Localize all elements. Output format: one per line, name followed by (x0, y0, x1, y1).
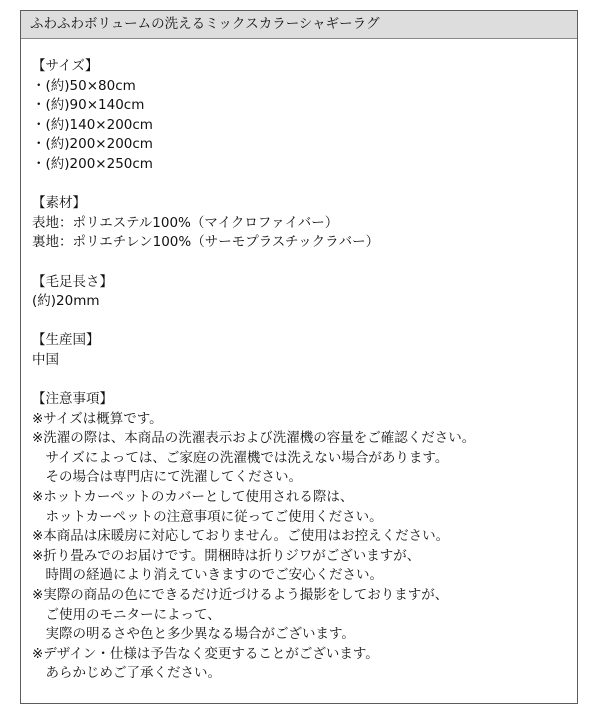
note-line: ※折り畳みでのお届けです。開梱時は折りジワがございますが、 (32, 547, 421, 564)
note-line: ※ホットカーペットのカバーとして使用される際は、 (32, 489, 354, 506)
section-notes (32, 390, 577, 684)
material-item: 裏地：ポリエチレン100%（サーモプラスチックラバー） (32, 234, 380, 251)
pile-length-value: (約)20mm (32, 293, 100, 310)
size-item: ・(約)200×200cm (32, 136, 153, 153)
note-line: ※サイズは概算です。 (32, 410, 163, 427)
spec-content (21, 39, 577, 684)
note-line: サイズによっては、ご家庭の洗濯機では洗えない場合があります。 (32, 449, 449, 466)
size-item: ・(約)140×200cm (32, 116, 153, 133)
section-heading: 【毛足長さ】 (32, 273, 113, 290)
section-heading: 【素材】 (32, 195, 86, 212)
section-material (32, 194, 577, 253)
section-pile-length (32, 273, 577, 312)
material-item: 表地：ポリエステル100%（マイクロファイバー） (32, 214, 339, 231)
size-item: ・(約)50×80cm (32, 77, 136, 94)
size-item: ・(約)90×140cm (32, 97, 145, 114)
product-title: ふわふわボリュームの洗えるミックスカラーシャギーラグ (21, 11, 577, 39)
note-line: ※洗濯の際は、本商品の洗濯表示および洗濯機の容量をご確認ください。 (32, 430, 476, 447)
note-line: 時間の経過により消えていきますのでご安心ください。 (32, 567, 383, 584)
note-line: ホットカーペットの注意事項に従ってご使用ください。 (32, 508, 383, 525)
note-line: その場合は専門店にて洗濯してください。 (32, 469, 302, 486)
size-item: ・(約)200×250cm (32, 155, 153, 172)
note-line: ※本商品は床暖房に対応しておりません。ご使用はお控えください。 (32, 528, 450, 545)
country-value: 中国 (32, 351, 59, 368)
section-heading: 【生産国】 (32, 332, 100, 349)
section-heading: 【注意事項】 (32, 391, 113, 408)
spec-box (20, 10, 578, 704)
note-line: ご使用のモニターによって、 (32, 606, 221, 623)
note-line: ※デザイン・仕様は予告なく変更することがございます。 (32, 645, 379, 662)
note-line: ※実際の商品の色にできるだけ近づけるよう撮影をしておりますが、 (32, 587, 449, 604)
note-line: あらかじめご了承ください。 (32, 665, 221, 682)
section-country-of-origin (32, 331, 577, 370)
section-heading: 【サイズ】 (32, 58, 99, 74)
section-size (32, 57, 577, 175)
note-line: 実際の明るさや色と多少異なる場合がございます。 (32, 626, 355, 643)
